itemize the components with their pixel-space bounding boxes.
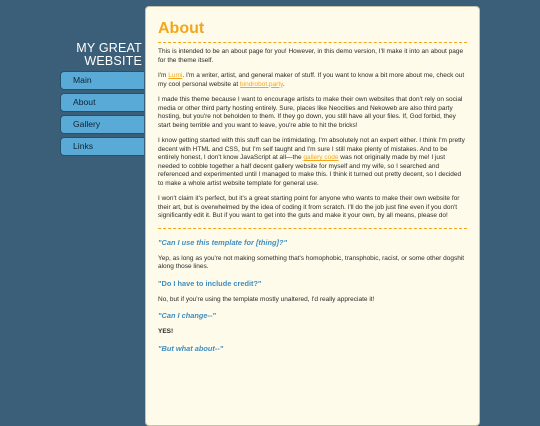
author-paragraph: I'm Lumi. I'm a writer, artist, and general maker of stuff. If you want to know a bit more about me, check out my cool personal website at bindrobot.party. (158, 72, 465, 88)
disclaimer-paragraph: I won't claim it's perfect, but it's a great starting point for anyone who wants to make their own website for their art, but is overwhelmed by the idea of coding it from scratch. I'll do the job just fine even if you don't significantly edit it. But if you want to get into the guts and make it your own, by all means, please do! (158, 195, 460, 219)
intro-paragraph: This is intended to be an about page for you! However, in this demo version, I'll make it into an about page for the theme itself. (158, 48, 464, 64)
author-name-link[interactable]: Lumi (168, 72, 183, 79)
content-panel[interactable] (145, 6, 480, 426)
nav-item-links[interactable]: Links (60, 137, 144, 156)
nav-item-gallery[interactable]: Gallery (60, 115, 144, 134)
faq-answer: Yep, as long as you're not making something that's homophobic, transphobic, racist, or some other dogshit along those lines. (158, 254, 465, 270)
faq-question: "Can I use this template for [thing]?" (158, 237, 287, 247)
site-title: MY GREAT WEBSITE (76, 41, 142, 68)
section-divider (158, 228, 467, 229)
motivation-paragraph: I made this theme because I want to encourage artists to make their own websites that don't rely on social media or other third party hosting entirely. Sure, places like Neocities and Nekoweb are also third party hosting, but you're not beholden to them. If they go down, you still have all your files. If, God forbid, they start being terrible and you want to leave, you're able to hit the bricks! (158, 96, 463, 129)
gallery-code-link[interactable]: gallery code (303, 154, 339, 161)
faq-question: "Do I have to include credit?" (158, 278, 262, 288)
faq-answer: YES! (158, 328, 174, 335)
nav-item-main[interactable]: Main (60, 71, 144, 90)
nav-item-about[interactable]: About (60, 93, 144, 112)
background-paragraph: I know getting started with this stuff can be intimidating. I'm absolutely not an expert either. I think I'm pretty decent with HTML and CSS, but I'm self taught and I'm sure I still make plenty of mistakes. And to be entirely honest, I don't know JavaScript at all—the gallery code was not originally made by me! I just needed to cobble together a half decent gallery website for myself and my wife, so I searched and referenced and experimented until I managed to make this. I think it turned out pretty decent, so I decided to make a whole artist website template for general use. (158, 137, 465, 187)
main-nav (60, 71, 144, 159)
faq-answer: No, but if you're using the template mostly unaltered, I'd really appreciate it! (158, 295, 375, 303)
faq-question: "Can I change--" (158, 311, 216, 320)
faq-question: "But what about--" (158, 343, 224, 353)
page-title: About (158, 19, 467, 43)
personal-site-link[interactable]: bindrobot.party (240, 80, 283, 88)
